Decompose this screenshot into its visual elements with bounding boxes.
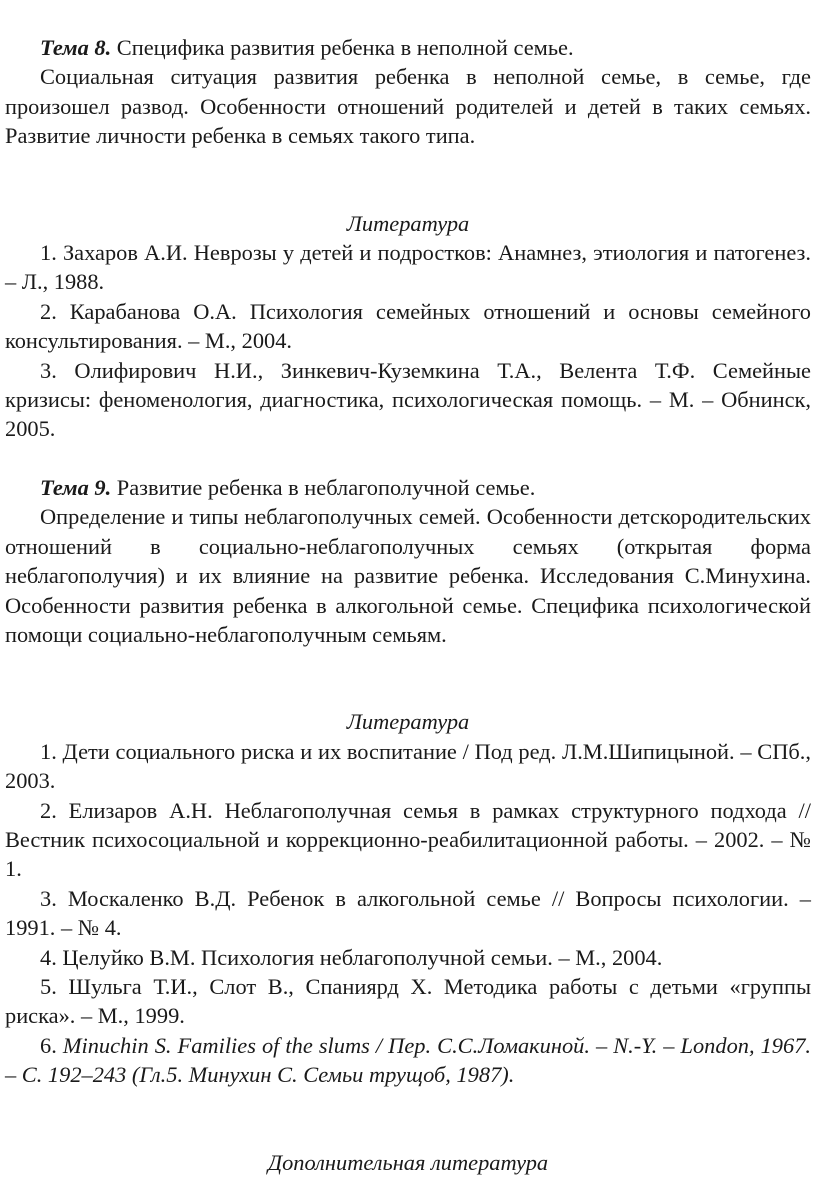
literature-item-text: Карабанова О.А. Психология семейных отношений и основы семейного консультирования. – М., 2004.	[5, 298, 811, 354]
literature-item-number: 2.	[40, 298, 57, 324]
topic-9-literature-item	[5, 796, 811, 884]
literature-item-number: 4.	[40, 944, 57, 970]
topic-8-literature-item	[5, 238, 811, 297]
additional-literature-heading: Дополнительная литература	[267, 1149, 549, 1175]
topic-9-literature-item	[5, 972, 811, 1031]
literature-item-number: 1.	[40, 240, 57, 266]
topic-8-literature-item	[5, 356, 811, 444]
topic-8-body: Социальная ситуация развития ребенка в неполной семье, в семье, где произошел развод. Особенности отношений родителей и детей в таких семьях. Развитие личности ребенка в семьях такого типа.	[5, 64, 811, 149]
literature-item-text: Олифирович Н.И., Зинкевич-Куземкина Т.А., Велента Т.Ф. Семейные кризисы: феноменология, диагностика, психологическая помощь. – М. – Обнинск, 2005.	[5, 357, 811, 442]
literature-item-text: Москаленко В.Д. Ребенок в алкогольной семье // Вопросы психологии. – 1991. – № 4.	[5, 885, 811, 941]
topic-9-heading	[5, 473, 811, 502]
topic-8-title: Специфика развития ребенка в неполной семье.	[111, 35, 574, 60]
topic-9-label: Тема 9.	[40, 474, 112, 500]
literature-item-text: Захаров А.И. Неврозы у детей и подростков: Анамнез, этиология и патогенез. – Л., 1988.	[5, 240, 811, 295]
literature-item-number: 3.	[40, 885, 57, 911]
literature-item-text: Целуйко В.М. Психология неблагополучной семьи. – М., 2004.	[56, 944, 663, 970]
topic-9-literature-item	[5, 737, 811, 796]
document-page	[5, 33, 811, 1177]
topic-8-literature-item	[5, 297, 811, 356]
literature-item-text: Елизаров А.Н. Неблагополучная семья в рамках структурного подхода // Вестник психосоциальной и коррекционно-реабилитационной работы. – 2002. – № 1.	[5, 797, 811, 882]
literature-item-number: 5.	[40, 973, 57, 999]
topic-9-literature-item	[5, 1031, 811, 1090]
literature-item-number: 2.	[40, 797, 57, 823]
literature-item-text: Шульга Т.И., Слот В., Спаниярд Х. Методика работы с детьми «группы риска». – М., 1999.	[5, 973, 811, 1029]
topic-8-heading	[5, 33, 811, 62]
literature-item-number: 3.	[40, 357, 57, 383]
literature-item-number: 1.	[40, 738, 57, 764]
topic-8-label: Тема 8.	[40, 35, 112, 60]
topic-9-body: Определение и типы неблагополучных семей. Особенности детскородительских отношений в социально-неблагополучных семьях (открытая форма неблагополучия) и их влияние на развитие ребенка. Исследования С.Минухина. Особенности развития ребенка в алкогольной семье. Специфика психологической помощи социально-неблагополучным семьям.	[5, 504, 811, 647]
topic-9-title: Развитие ребенка в неблагополучной семье.	[111, 474, 536, 500]
topic-9-literature-heading: Литература	[346, 709, 470, 735]
topic-8-literature-heading: Литература	[346, 210, 470, 236]
literature-item-text: Minuchin S. Families of the slums / Пер. С.С.Ломакиной. – N.-Y. – London, 1967. – С. 192–243 (Гл.5. Минухин С. Семьи трущоб, 1987).	[5, 1032, 811, 1088]
literature-item-text: Дети социального риска и их воспитание / Под ред. Л.М.Шипицыной. – СПб., 2003.	[5, 738, 811, 794]
topic-9-literature-item	[5, 884, 811, 943]
topic-9-literature-item	[5, 943, 811, 972]
literature-item-number: 6.	[40, 1032, 57, 1058]
